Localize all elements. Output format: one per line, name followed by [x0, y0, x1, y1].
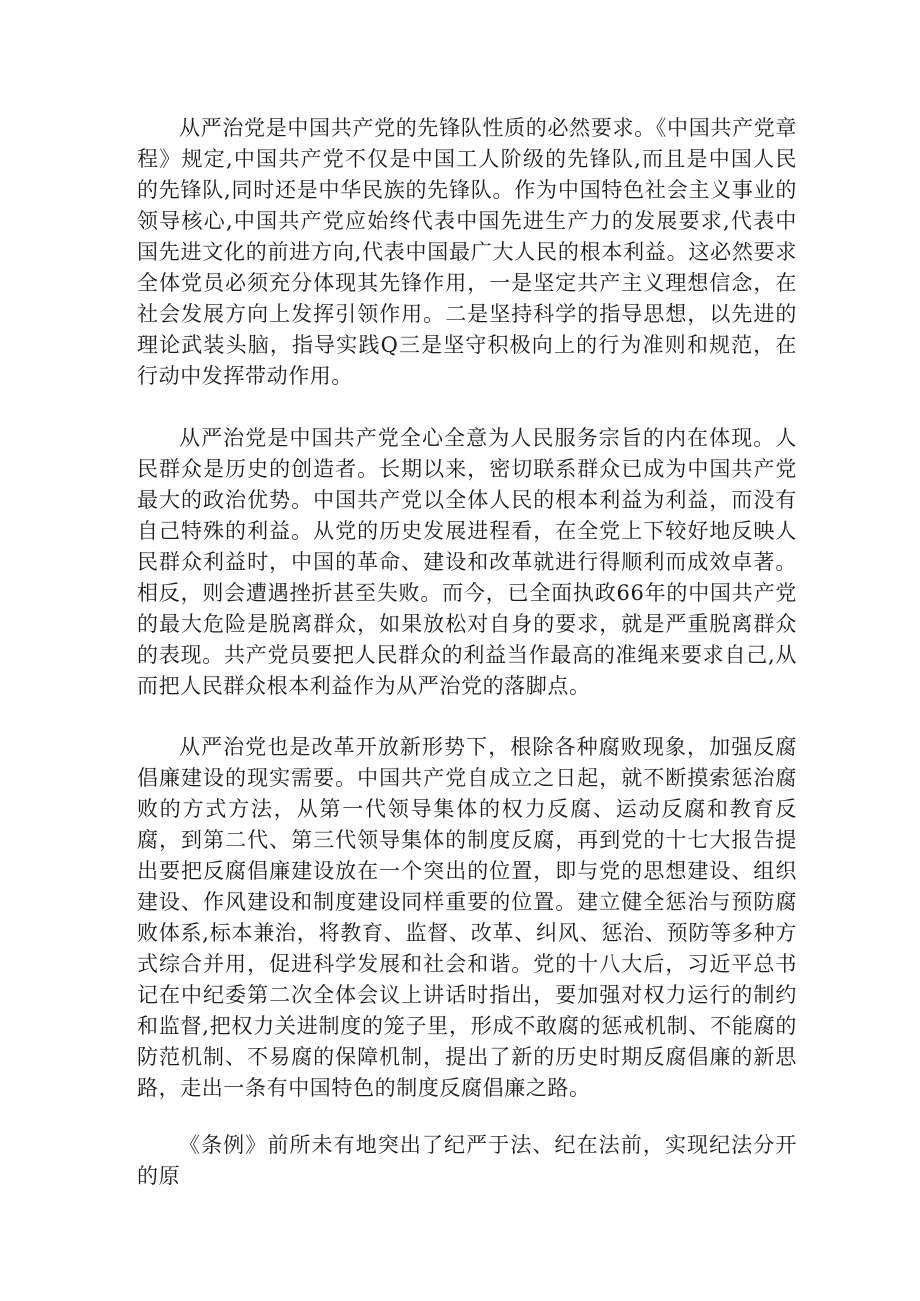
- paragraph-regulations: 《条例》前所未有地突出了纪严于法、纪在法前，实现纪法分开的原: [137, 1133, 797, 1188]
- paragraph-vanguard-nature: 从严治党是中国共产党的先锋队性质的必然要求。《中国共产党章程》规定,中国共产党不仅是中国工人阶级的先锋队,而且是中国人民的先锋队,同时还是中华民族的先锋队。作为中国特色社会主义事业的领导核心,中国共产党应始终代表中国先进生产力的发展要求,代表中国先进文化的前进方向,代表中国最广大人民的根本利益。这必然要求全体党员必须充分体现其先锋作用，一是坚定共产主义理想信念，在社会发展方向上发挥引领作用。二是坚持科学的指导思想，以先进的理论武装头脑，指导实践Q三是坚守积极向上的行为准则和规范，在行动中发挥带动作用。: [137, 116, 797, 388]
- paragraph-serve-the-people: 从严治党是中国共产党全心全意为人民服务宗旨的内在体现。人民群众是历史的创造者。长期以来，密切联系群众已成为中国共产党最大的政治优势。中国共产党以全体人民的根本利益为利益，而没有自己特殊的利益。从党的历史发展进程看，在全党上下较好地反映人民群众利益时，中国的革命、建设和改革就进行得顺利而成效卓著。相反，则会遭遇挫折甚至失败。而今，已全面执政66年的中国共产党的最大危险是脱离群众，如果放松对自身的要求，就是严重脱离群众的表现。共产党员要把人民群众的利益当作最高的准绳来要求自己,从而把人民群众根本利益作为从严治党的落脚点。: [137, 426, 797, 698]
- paragraph-anti-corruption: 从严治党也是改革开放新形势下，根除各种腐败现象，加强反腐倡廉建设的现实需要。中国共产党自成立之日起，就不断摸索惩治腐败的方式方法，从第一代领导集体的权力反腐、运动反腐和教育反腐，到第二代、第三代领导集体的制度反腐，再到党的十七大报告提出要把反腐倡廉建设放在一个突出的位置，即与党的思想建设、组织建设、作风建设和制度建设同样重要的位置。建立健全惩治与预防腐败体系,标本兼治，将教育、监督、改革、纠风、惩治、预防等多种方式综合并用，促进科学发展和社会和谐。党的十八大后，习近平总书记在中纪委第二次全体会议上讲话时指出，要加强对权力运行的制约和监督,把权力关进制度的笼子里，形成不敢腐的惩戒机制、不能腐的防范机制、不易腐的保障机制，提出了新的历史时期反腐倡廉的新思路，走出一条有中国特色的制度反腐倡廉之路。: [137, 735, 797, 1100]
